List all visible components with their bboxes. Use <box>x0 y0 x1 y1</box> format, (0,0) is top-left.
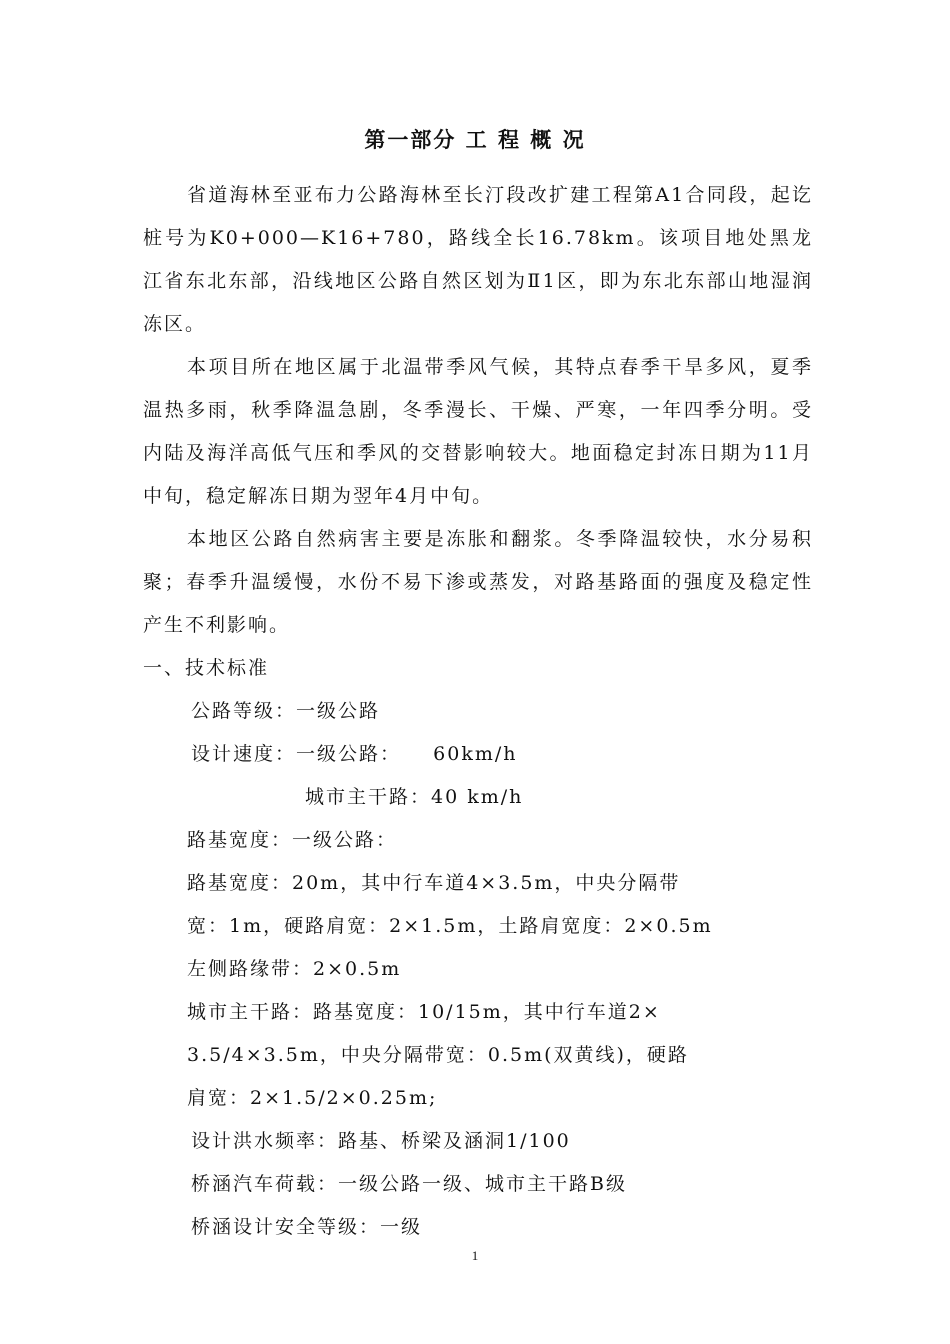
spec-urban-road-line-2: 3.5/4×3.5m，中央分隔带宽：0.5m(双黄线)，硬路 <box>187 1044 689 1066</box>
page-number: 1 <box>471 1248 479 1263</box>
spec-flood-frequency: 设计洪水频率：路基、桥梁及涵洞1/100 <box>191 1130 571 1152</box>
spec-subgrade-width-line-1: 路基宽度：20m，其中行车道4×3.5m，中央分隔带 <box>187 872 681 894</box>
spec-road-grade: 公路等级：一级公路 <box>191 700 381 722</box>
spec-safety-level: 桥涵设计安全等级：一级 <box>191 1216 423 1238</box>
spec-subgrade-width-heading: 路基宽度：一级公路： <box>187 829 398 851</box>
spec-design-speed-urban: 城市主干路：40 km/h <box>305 786 524 808</box>
paragraph-project-overview: 省道海林至亚布力公路海林至长汀段改扩建工程第A1合同段，起讫桩号为K0+000—K16+780，路线全长16.78km。该项目地处黑龙江省东北东部，沿线地区公路自然区划为Ⅱ1区，即为东北东部山地湿润冻区。 <box>143 184 813 335</box>
spec-urban-road-line-3: 肩宽：2×1.5/2×0.25m; <box>187 1087 438 1109</box>
page-title: 第一部分 工 程 概 况 <box>364 128 586 152</box>
spec-vehicle-load: 桥涵汽车荷载：一级公路一级、城市主干路B级 <box>191 1173 627 1195</box>
spec-urban-road-line-1: 城市主干路：路基宽度：10/15m，其中行车道2× <box>187 1001 661 1023</box>
spec-design-speed: 设计速度：一级公路： 60km/h <box>191 743 518 765</box>
section-heading-technical-standards: 一、技术标准 <box>143 657 270 679</box>
paragraph-climate: 本项目所在地区属于北温带季风气候，其特点春季干旱多风，夏季温热多雨，秋季降温急剧，冬季漫长、干燥、严寒，一年四季分明。受内陆及海洋高低气压和季风的交替影响较大。地面稳定封冻日期为11月中旬，稳定解冻日期为翌年4月中旬。 <box>143 356 813 507</box>
document-body <box>143 174 813 1249</box>
spec-left-curb: 左侧路缘带：2×0.5m <box>187 958 402 980</box>
spec-subgrade-width-line-2: 宽：1m，硬路肩宽：2×1.5m，土路肩宽度：2×0.5m <box>187 915 713 937</box>
paragraph-road-hazards: 本地区公路自然病害主要是冻胀和翻浆。冬季降温较快，水分易积聚；春季升温缓慢，水份不易下渗或蒸发，对路基路面的强度及稳定性产生不利影响。 <box>143 528 813 636</box>
